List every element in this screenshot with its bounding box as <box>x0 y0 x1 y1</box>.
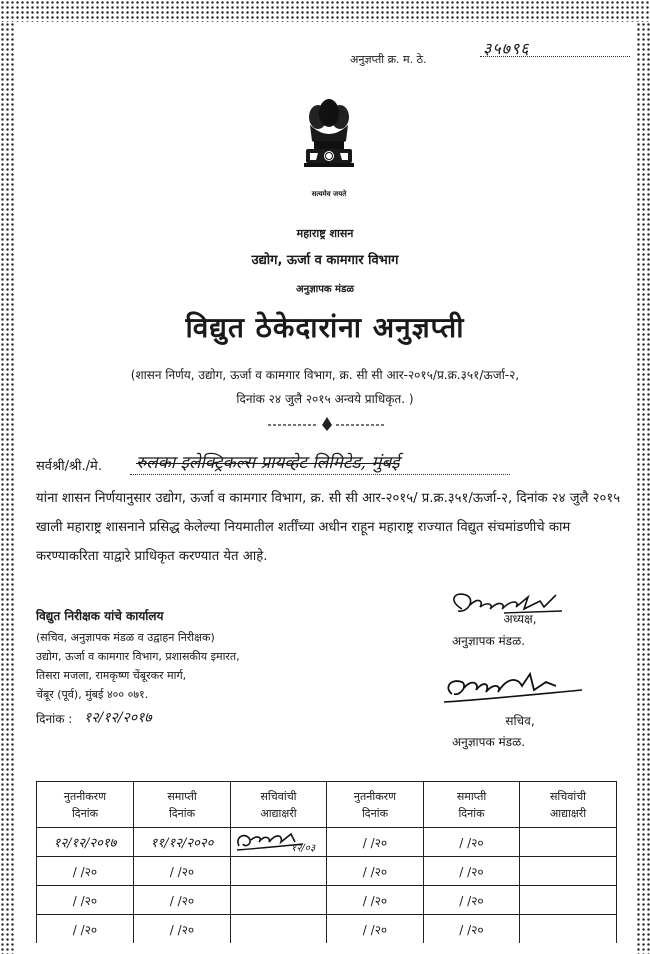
table-cell: / /२० <box>37 886 134 915</box>
table-cell <box>231 828 327 857</box>
table-row <box>37 886 617 915</box>
issue-date: १२/१२/२०१७ <box>84 710 152 726</box>
gr-reference-line-2: दिनांक २४ जुलै २०१५ अन्वये प्राधिकृत. ) <box>236 392 414 406</box>
table-cell <box>231 886 327 915</box>
secretary-signature-icon <box>438 664 588 714</box>
licensee-label: सर्वश्री/श्री./मे. <box>36 459 102 474</box>
table-header: सचिवांची आद्याक्षरी <box>231 782 327 828</box>
office-address-line: तिसरा मजला, रामकृष्ण चेंबूरकर मार्ग, <box>36 669 187 682</box>
table-cell: / /२० <box>424 915 520 944</box>
department-name: उद्योग, ऊर्जा व कामगार विभाग <box>251 253 399 268</box>
decorative-border-top <box>0 0 650 22</box>
table-row <box>37 828 617 857</box>
table-cell <box>231 915 327 944</box>
emblem-motto: सत्यमेव जयते <box>311 190 347 198</box>
table-cell: / /२० <box>37 857 134 886</box>
certificate-number-dotted-line <box>480 56 630 57</box>
ornament-divider-icon <box>268 415 386 433</box>
table-cell: / /२० <box>327 828 424 857</box>
table-cell: १२/१२/२०१७ <box>37 828 134 857</box>
table-cell: / /२० <box>424 857 520 886</box>
table-header: समाप्ती दिनांक <box>134 782 231 828</box>
office-address <box>36 607 366 704</box>
table-row <box>37 915 617 944</box>
table-cell: / /२० <box>327 886 424 915</box>
table-cell: / /२० <box>327 857 424 886</box>
office-address-line: उद्योग, ऊर्जा व कामगार विभाग, प्रशासकीय इमारत, <box>36 650 240 663</box>
issue-date-label: दिनांक : <box>36 712 73 726</box>
table-cell <box>231 857 327 886</box>
table-header-row <box>37 782 617 828</box>
licensee-dotted-line <box>130 474 510 475</box>
state-emblem-icon <box>298 95 360 203</box>
table-cell <box>520 886 617 915</box>
renewal-table <box>36 781 617 943</box>
table-cell: / /२० <box>134 857 231 886</box>
table-header: सचिवांची आद्याक्षरी <box>520 782 617 828</box>
table-cell: / /२० <box>134 915 231 944</box>
initial-date: १२/०३ <box>291 843 316 854</box>
table-header: नुतनीकरण दिनांक <box>37 782 134 828</box>
certificate-number-label: अनुज्ञप्ती क्र. म. ठे. <box>350 53 427 66</box>
secretary-title: सचिव, <box>505 714 535 728</box>
table-cell <box>520 915 617 944</box>
table-cell: / /२० <box>424 886 520 915</box>
table-cell: / /२० <box>327 915 424 944</box>
board-name: अनुज्ञापक मंडळ <box>296 284 354 295</box>
table-header: समाप्ती दिनांक <box>424 782 520 828</box>
gr-reference-line-1: (शासन निर्णय, उद्योग, ऊर्जा व कामगार विभाग, क्र. सी सी आर-२०१५/प्र.क्र.३५१/ऊर्जा-२, <box>130 368 520 382</box>
decorative-border-left <box>0 22 14 954</box>
table-header: नुतनीकरण दिनांक <box>327 782 424 828</box>
decorative-border-right <box>636 22 650 954</box>
office-address-line: चेंबूर (पूर्व), मुंबई ४०० ०७१. <box>36 688 149 701</box>
table-cell: / /२० <box>424 828 520 857</box>
chairman-board-caption: अनुज्ञापक मंडळ. <box>452 634 526 648</box>
table-cell <box>520 857 617 886</box>
chairman-title: अध्यक्ष, <box>503 612 537 626</box>
table-cell: ११/१२/२०२० <box>134 828 231 857</box>
table-row <box>37 857 617 886</box>
table-cell: / /२० <box>134 886 231 915</box>
office-address-line: (सचिव, अनुज्ञापक मंडळ व उद्वाहन निरीक्षक) <box>36 631 215 644</box>
government-name: महाराष्ट्र शासन <box>296 227 354 240</box>
table-cell: / /२० <box>37 915 134 944</box>
secretary-board-caption: अनुज्ञापक मंडळ. <box>452 735 526 749</box>
licensee-name: रुलका इलेक्ट्रिकल्स प्रायव्हेट लिमिटेड, मुंबई <box>136 453 400 473</box>
office-title: विद्युत निरीक्षक यांचे कार्यालय <box>36 609 164 623</box>
page-title: विद्युत ठेकेदारांना अनुज्ञप्ती <box>185 311 465 344</box>
authorization-text: यांना शासन निर्णयानुसार उद्योग, ऊर्जा व कामगार विभाग, क्र. सी सी आर-२०१५/ प्र.क्र.३५१/ऊर्जा-२, दिनांक २४ जुलै २०१५ खाली महाराष्ट्र शासनाने प्रसिद्ध केलेल्या नियमातील शर्तींच्या अधीन राहून महाराष्ट्र राज्यात विद्युत संचमांडणीचे काम करण्याकरिता याद्वारे प्राधिकृत करण्यात येत आहे. <box>36 491 621 564</box>
table-cell <box>520 828 617 857</box>
certificate-number: ३५७९६ <box>483 39 530 58</box>
